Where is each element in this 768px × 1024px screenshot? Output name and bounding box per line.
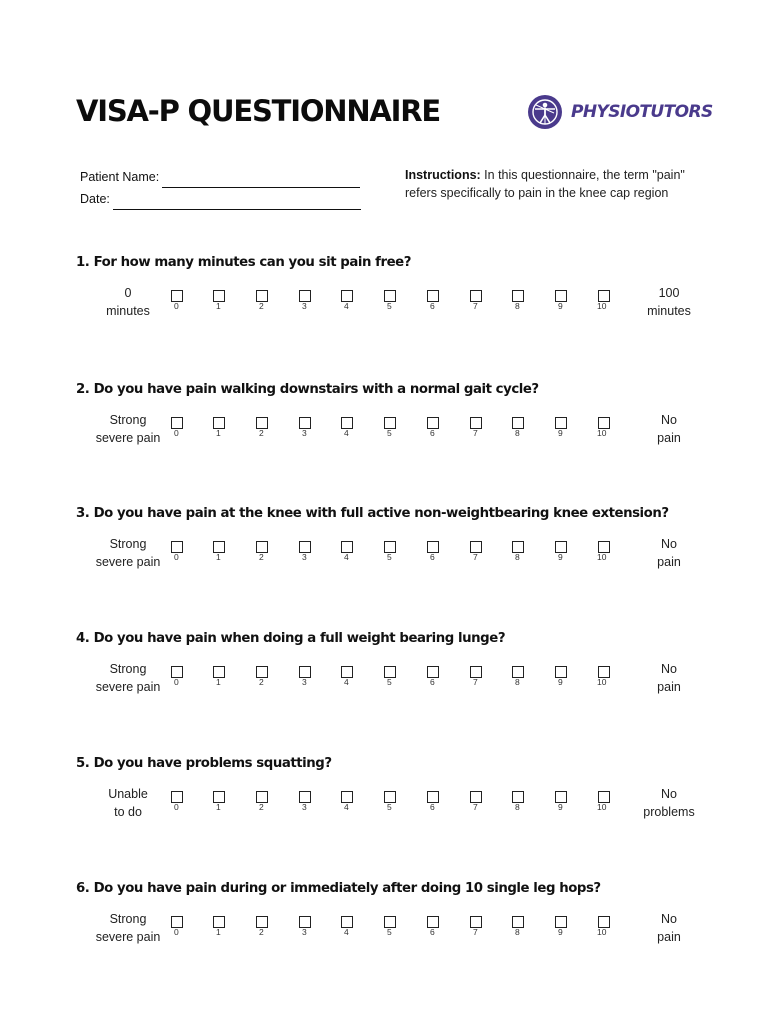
rating-option[interactable] — [299, 916, 319, 937]
rating-number: 1 — [216, 802, 221, 812]
left-anchor-line: Strong — [109, 662, 147, 676]
rating-number: 0 — [174, 301, 179, 311]
instructions-text: In this questionnaire, the term "pain" refers specifically to pain in the knee cap region — [405, 168, 685, 200]
rating-option[interactable] — [213, 916, 233, 937]
brand-name: PHYSIOTUTORS — [571, 102, 713, 122]
rating-option[interactable] — [598, 417, 618, 438]
rating-option[interactable] — [384, 417, 404, 438]
rating-scale — [76, 910, 726, 950]
rating-number: 3 — [302, 927, 307, 937]
left-anchor-line: severe pain — [95, 930, 161, 944]
rating-option[interactable] — [555, 417, 575, 438]
right-anchor-line: No — [661, 787, 677, 801]
rating-number: 9 — [558, 428, 563, 438]
rating-number: 9 — [558, 802, 563, 812]
rating-option[interactable] — [299, 541, 319, 562]
rating-option[interactable] — [341, 541, 361, 562]
rating-number: 5 — [387, 428, 392, 438]
rating-number: 8 — [515, 927, 520, 937]
rating-number: 2 — [259, 301, 264, 311]
rating-number: 1 — [216, 301, 221, 311]
rating-option[interactable] — [555, 290, 575, 311]
rating-option[interactable] — [299, 791, 319, 812]
rating-option[interactable] — [171, 417, 191, 438]
rating-scale — [76, 660, 726, 700]
rating-number: 5 — [387, 927, 392, 937]
patient-name-label: Patient Name: — [80, 170, 160, 184]
rating-number: 4 — [344, 552, 349, 562]
rating-number: 5 — [387, 802, 392, 812]
rating-number: 10 — [597, 677, 607, 687]
rating-number: 9 — [558, 927, 563, 937]
left-anchor-label — [78, 411, 178, 447]
question-title: 1. For how many minutes can you sit pain free? — [76, 255, 412, 270]
question-title: 3. Do you have pain at the knee with full active non-weightbearing knee extension? — [76, 506, 669, 521]
right-anchor-line: minutes — [647, 304, 691, 318]
rating-option[interactable] — [341, 916, 361, 937]
vitruvian-man-icon — [528, 95, 562, 129]
rating-option[interactable] — [256, 290, 276, 311]
rating-number: 6 — [430, 677, 435, 687]
right-anchor-label — [619, 411, 719, 447]
rating-number: 9 — [558, 552, 563, 562]
left-anchor-line: 0 — [124, 286, 132, 300]
rating-number: 6 — [430, 552, 435, 562]
rating-number: 7 — [473, 552, 478, 562]
right-anchor-line: problems — [643, 805, 695, 819]
rating-number: 1 — [216, 677, 221, 687]
rating-number: 4 — [344, 927, 349, 937]
rating-number: 10 — [597, 301, 607, 311]
rating-option[interactable] — [470, 290, 490, 311]
brand — [528, 95, 713, 129]
rating-scale — [76, 535, 726, 575]
rating-number: 10 — [597, 927, 607, 937]
instructions — [405, 166, 705, 202]
right-anchor-line: 100 — [658, 286, 680, 300]
date-label: Date: — [80, 192, 110, 206]
rating-number: 6 — [430, 927, 435, 937]
rating-option[interactable] — [171, 916, 191, 937]
rating-option[interactable] — [598, 791, 618, 812]
page-title: VISA-P QUESTIONNAIRE — [76, 94, 440, 128]
rating-number: 1 — [216, 927, 221, 937]
rating-number: 5 — [387, 677, 392, 687]
rating-option[interactable] — [256, 916, 276, 937]
question-5 — [76, 756, 726, 825]
rating-option[interactable] — [555, 791, 575, 812]
left-anchor-line: Strong — [109, 413, 147, 427]
instructions-label: Instructions: — [405, 168, 481, 182]
rating-option[interactable] — [171, 290, 191, 311]
rating-option[interactable] — [341, 791, 361, 812]
rating-option[interactable] — [470, 541, 490, 562]
rating-number: 6 — [430, 428, 435, 438]
left-anchor-line: Strong — [109, 537, 147, 551]
rating-number: 3 — [302, 301, 307, 311]
rating-number: 3 — [302, 802, 307, 812]
rating-number: 10 — [597, 428, 607, 438]
rating-option[interactable] — [512, 290, 532, 311]
rating-option[interactable] — [341, 290, 361, 311]
left-anchor-line: Strong — [109, 912, 147, 926]
rating-number: 0 — [174, 428, 179, 438]
rating-option[interactable] — [213, 290, 233, 311]
rating-scale — [76, 785, 726, 825]
right-anchor-line: No — [661, 537, 677, 551]
right-anchor-label — [619, 284, 719, 320]
rating-option[interactable] — [427, 541, 447, 562]
rating-option[interactable] — [384, 290, 404, 311]
rating-number: 10 — [597, 802, 607, 812]
rating-number: 5 — [387, 301, 392, 311]
rating-scale — [76, 411, 726, 451]
rating-option[interactable] — [171, 791, 191, 812]
rating-option[interactable] — [384, 541, 404, 562]
right-anchor-line: pain — [657, 680, 681, 694]
left-anchor-line: Unable — [108, 787, 148, 801]
rating-option[interactable] — [384, 791, 404, 812]
left-anchor-label — [78, 910, 178, 946]
rating-option[interactable] — [213, 791, 233, 812]
rating-number: 0 — [174, 677, 179, 687]
rating-number: 4 — [344, 677, 349, 687]
rating-number: 10 — [597, 552, 607, 562]
rating-number: 6 — [430, 802, 435, 812]
question-1 — [76, 255, 726, 324]
rating-option[interactable] — [427, 666, 447, 687]
question-title: 2. Do you have pain walking downstairs with a normal gait cycle? — [76, 382, 539, 397]
rating-option[interactable] — [427, 417, 447, 438]
rating-number: 8 — [515, 301, 520, 311]
right-anchor-label — [619, 535, 719, 571]
question-3 — [76, 506, 726, 575]
question-6 — [76, 881, 726, 950]
rating-option[interactable] — [256, 417, 276, 438]
rating-option[interactable] — [512, 417, 532, 438]
rating-option[interactable] — [512, 666, 532, 687]
left-anchor-line: to do — [114, 805, 142, 819]
rating-number: 7 — [473, 802, 478, 812]
rating-number: 8 — [515, 802, 520, 812]
right-anchor-line: No — [661, 662, 677, 676]
rating-number: 2 — [259, 802, 264, 812]
rating-number: 8 — [515, 677, 520, 687]
rating-number: 2 — [259, 927, 264, 937]
rating-option[interactable] — [555, 541, 575, 562]
rating-option[interactable] — [341, 417, 361, 438]
rating-number: 7 — [473, 301, 478, 311]
rating-number: 0 — [174, 802, 179, 812]
rating-option[interactable] — [299, 666, 319, 687]
rating-option[interactable] — [171, 666, 191, 687]
rating-option[interactable] — [213, 666, 233, 687]
rating-option[interactable] — [427, 791, 447, 812]
rating-number: 0 — [174, 927, 179, 937]
rating-number: 1 — [216, 552, 221, 562]
rating-option[interactable] — [598, 541, 618, 562]
rating-option[interactable] — [299, 417, 319, 438]
rating-number: 2 — [259, 677, 264, 687]
question-title: 5. Do you have problems squatting? — [76, 756, 332, 771]
rating-option[interactable] — [470, 916, 490, 937]
rating-number: 4 — [344, 301, 349, 311]
left-anchor-label — [78, 535, 178, 571]
rating-option[interactable] — [171, 541, 191, 562]
rating-number: 3 — [302, 677, 307, 687]
left-anchor-label — [78, 284, 178, 320]
rating-option[interactable] — [470, 666, 490, 687]
rating-option[interactable] — [341, 666, 361, 687]
rating-option[interactable] — [555, 666, 575, 687]
left-anchor-line: minutes — [106, 304, 150, 318]
rating-option[interactable] — [299, 290, 319, 311]
right-anchor-line: pain — [657, 930, 681, 944]
rating-option[interactable] — [256, 541, 276, 562]
right-anchor-line: pain — [657, 431, 681, 445]
question-title: 6. Do you have pain during or immediately after doing 10 single leg hops? — [76, 881, 601, 896]
rating-number: 9 — [558, 301, 563, 311]
right-anchor-label — [619, 910, 719, 946]
rating-option[interactable] — [213, 541, 233, 562]
rating-option[interactable] — [256, 791, 276, 812]
rating-option[interactable] — [512, 916, 532, 937]
rating-option[interactable] — [256, 666, 276, 687]
rating-number: 0 — [174, 552, 179, 562]
rating-option[interactable] — [384, 666, 404, 687]
rating-option[interactable] — [598, 290, 618, 311]
left-anchor-line: severe pain — [95, 555, 161, 569]
rating-number: 8 — [515, 552, 520, 562]
rating-number: 4 — [344, 802, 349, 812]
rating-option[interactable] — [427, 290, 447, 311]
rating-number: 7 — [473, 677, 478, 687]
right-anchor-line: pain — [657, 555, 681, 569]
right-anchor-label — [619, 660, 719, 696]
left-anchor-label — [78, 785, 178, 821]
rating-number: 5 — [387, 552, 392, 562]
right-anchor-line: No — [661, 413, 677, 427]
patient-name-field[interactable] — [162, 173, 360, 188]
left-anchor-label — [78, 660, 178, 696]
rating-number: 3 — [302, 428, 307, 438]
rating-number: 7 — [473, 927, 478, 937]
rating-number: 9 — [558, 677, 563, 687]
date-field[interactable] — [113, 195, 361, 210]
rating-number: 1 — [216, 428, 221, 438]
question-2 — [76, 382, 726, 451]
rating-number: 2 — [259, 552, 264, 562]
rating-option[interactable] — [427, 916, 447, 937]
rating-option[interactable] — [555, 916, 575, 937]
rating-number: 3 — [302, 552, 307, 562]
left-anchor-line: severe pain — [95, 431, 161, 445]
rating-option[interactable] — [470, 791, 490, 812]
patient-info — [80, 166, 361, 210]
rating-option[interactable] — [213, 417, 233, 438]
left-anchor-line: severe pain — [95, 680, 161, 694]
rating-scale — [76, 284, 726, 324]
question-4 — [76, 631, 726, 700]
rating-number: 8 — [515, 428, 520, 438]
rating-option[interactable] — [470, 417, 490, 438]
rating-option[interactable] — [598, 916, 618, 937]
right-anchor-label — [619, 785, 719, 821]
rating-option[interactable] — [512, 541, 532, 562]
rating-number: 4 — [344, 428, 349, 438]
right-anchor-line: No — [661, 912, 677, 926]
question-title: 4. Do you have pain when doing a full weight bearing lunge? — [76, 631, 506, 646]
rating-number: 7 — [473, 428, 478, 438]
rating-option[interactable] — [384, 916, 404, 937]
rating-number: 2 — [259, 428, 264, 438]
rating-number: 6 — [430, 301, 435, 311]
rating-option[interactable] — [512, 791, 532, 812]
rating-option[interactable] — [598, 666, 618, 687]
